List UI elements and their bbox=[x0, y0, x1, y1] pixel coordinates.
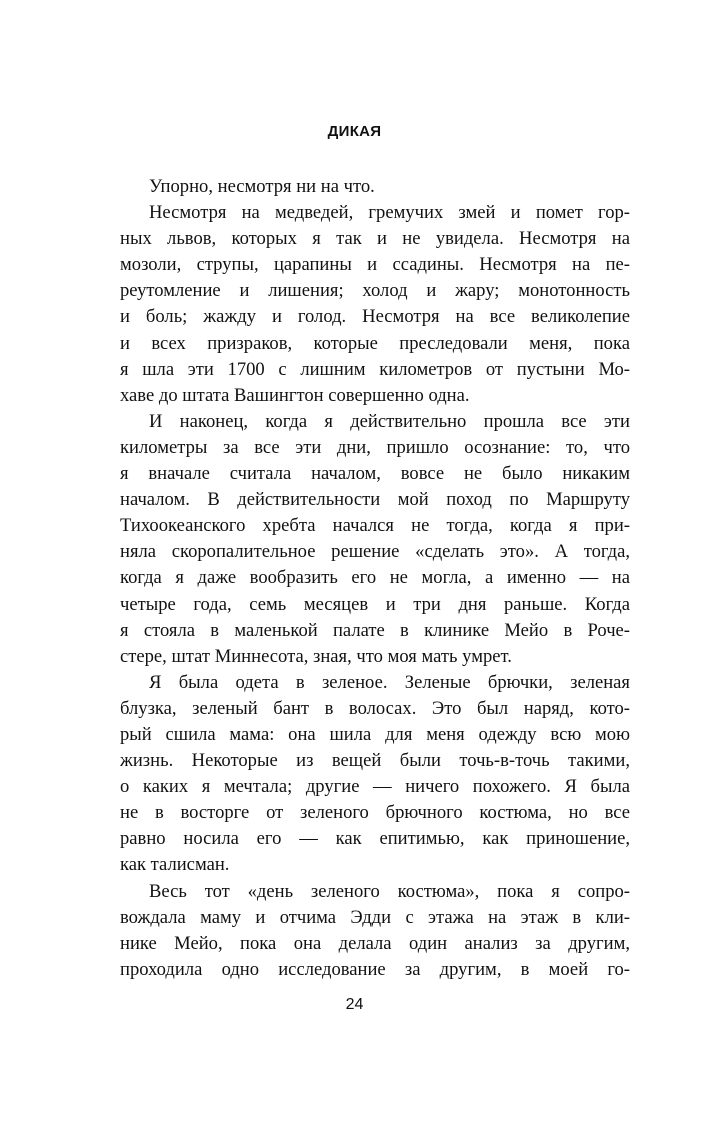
text-line: вождала маму и отчима Эдди с этажа на этаж в кли- bbox=[120, 906, 630, 928]
text-line: о каких я мечтала; другие — ничего похожего. Я была bbox=[120, 776, 630, 798]
text-line: я шла эти 1700 с лишним километров от пустыни Мо- bbox=[120, 358, 630, 380]
text-line: няла скоропалительное решение «сделать это». А тогда, bbox=[120, 541, 630, 563]
text-line: проходила одно исследование за другим, в моей го- bbox=[120, 958, 630, 980]
text-line: я стояла в маленькой палате в клинике Мейо в Роче- bbox=[120, 619, 630, 641]
text-line: и всех призраков, которые преследовали меня, пока bbox=[120, 332, 630, 354]
text-line: стере, штат Миннесота, зная, что моя мать умрет. bbox=[120, 645, 512, 667]
text-line: блузка, зеленый бант в волосах. Это был наряд, кото- bbox=[120, 697, 630, 719]
text-line: равно носила его — как епитимью, как приношение, bbox=[120, 828, 630, 850]
text-line: Несмотря на медведей, гремучих змей и помет гор- bbox=[149, 202, 630, 224]
text-line: реутомление и лишения; холод и жару; монотонность bbox=[120, 280, 630, 302]
text-line: и боль; жажду и голод. Несмотря на все великолепие bbox=[120, 306, 630, 328]
text-line: Упорно, несмотря ни на что. bbox=[149, 176, 375, 197]
text-line: началом. В действительности мой поход по Маршруту bbox=[120, 489, 630, 511]
text-line: когда я даже вообразить его не могла, а именно — на bbox=[120, 567, 630, 589]
text-line: нике Мейо, пока она делала один анализ за другим, bbox=[120, 932, 630, 954]
text-line: не в восторге от зеленого брючного костюма, но все bbox=[120, 802, 630, 824]
text-line: хаве до штата Вашингтон совершенно одна. bbox=[120, 384, 470, 406]
text-line: И наконец, когда я действительно прошла все эти bbox=[149, 410, 630, 432]
text-line: рый сшила мама: она шила для меня одежду всю мою bbox=[120, 723, 630, 745]
text-line: жизнь. Некоторые из вещей были точь-в-точь такими, bbox=[120, 750, 630, 772]
text-line: четыре года, семь месяцев и три дня раньше. Когда bbox=[120, 593, 630, 615]
text-line: мозоли, струпы, царапины и ссадины. Несмотря на пе- bbox=[120, 254, 630, 276]
text-line: как талисман. bbox=[120, 854, 230, 876]
body-text bbox=[120, 174, 630, 983]
page-number: 24 bbox=[345, 996, 364, 1013]
text-line: Я была одета в зеленое. Зеленые брючки, зеленая bbox=[149, 671, 630, 693]
text-line: километры за все эти дни, пришло осознание: то, что bbox=[120, 436, 630, 458]
text-line: Тихоокеанского хребта начался не тогда, когда я при- bbox=[120, 515, 630, 537]
running-title: ДИКАЯ bbox=[327, 123, 382, 140]
text-line: я вначале считала началом, вовсе не было никаким bbox=[120, 463, 630, 485]
text-line: ных львов, которых я так и не увидела. Несмотря на bbox=[120, 228, 630, 250]
text-line: Весь тот «день зеленого костюма», пока я сопро- bbox=[149, 880, 630, 902]
